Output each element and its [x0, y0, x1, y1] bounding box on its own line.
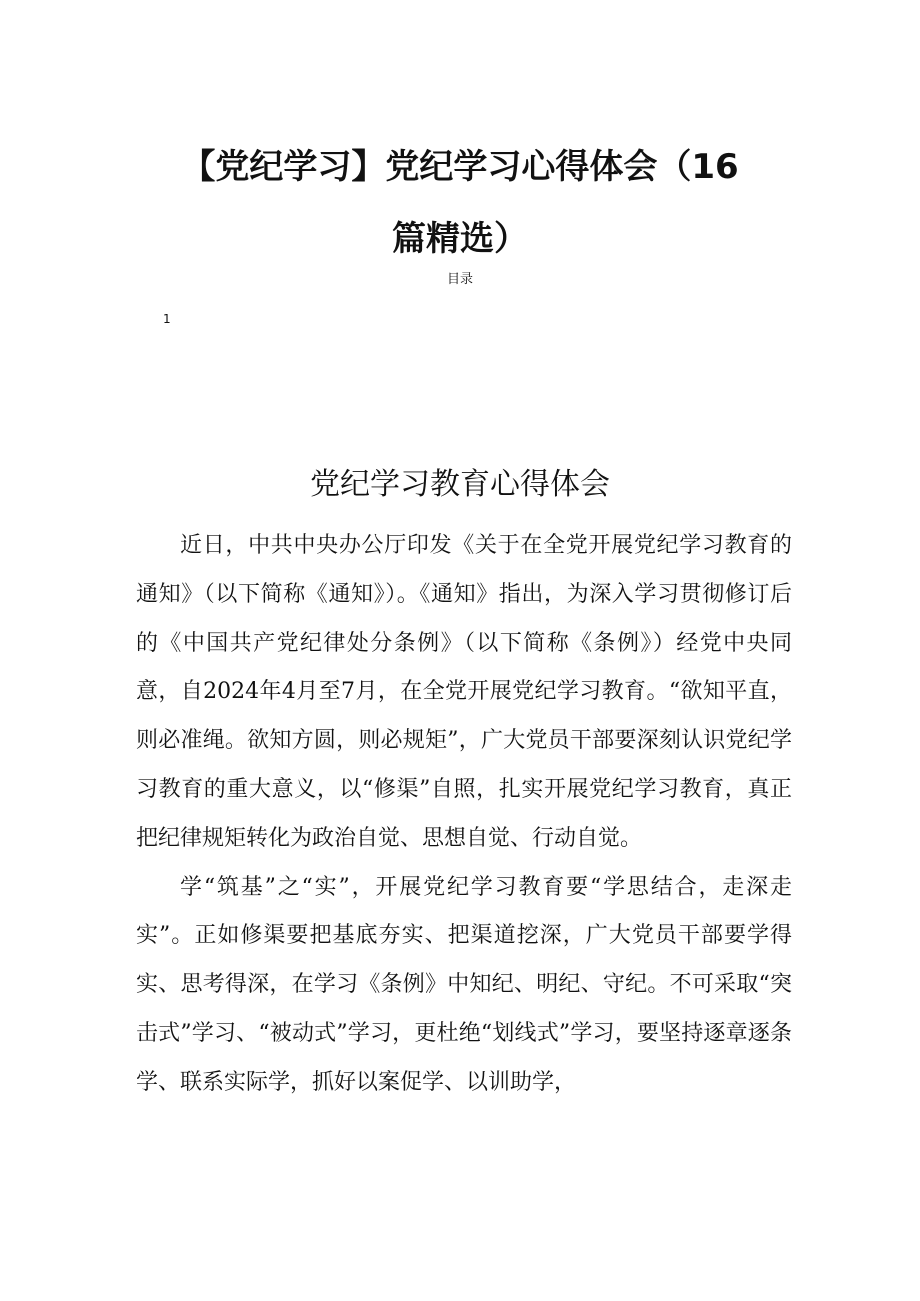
document-title — [150, 131, 770, 275]
document-title-line-2: 篇精选） — [392, 218, 528, 259]
article-paragraph: 学“筑基”之“实”，开展党纪学习教育要“学思结合，走深走实”。正如修渠要把基底夯实、把渠道挖深，广大党员干部要学得实、思考得深，在学习《条例》中知纪、明纪、守纪。不可采取“突击式”学习、“被动式”学习，更杜绝“划线式”学习，要坚持逐章逐条学、联系实际学，抓好以案促学、以训助学， — [136, 874, 792, 1095]
document-title-line-1: 【党纪学习】党纪学习心得体会（16 — [181, 146, 739, 187]
toc-entry: 1 — [163, 312, 171, 326]
article-paragraph: 近日，中共中央办公厅印发《关于在全党开展党纪学习教育的通知》（以下简称《通知》）。《通知》指出，为深入学习贯彻修订后的《中国共产党纪律处分条例》（以下简称《条例》）经党中央同意，自2024年4月至7月，在全党开展党纪学习教育。“欲知平直，则必准绳。欲知方圆，则必规矩”，广大党员干部要深刻认识党纪学习教育的重大意义，以“修渠”自照，扎实开展党纪学习教育，真正把纪律规矩转化为政治自觉、思想自觉、行动自觉。 — [136, 533, 792, 851]
article-body — [136, 522, 792, 1108]
article-title: 党纪学习教育心得体会 — [310, 466, 610, 502]
table-of-contents-label: 目录 — [446, 272, 473, 287]
